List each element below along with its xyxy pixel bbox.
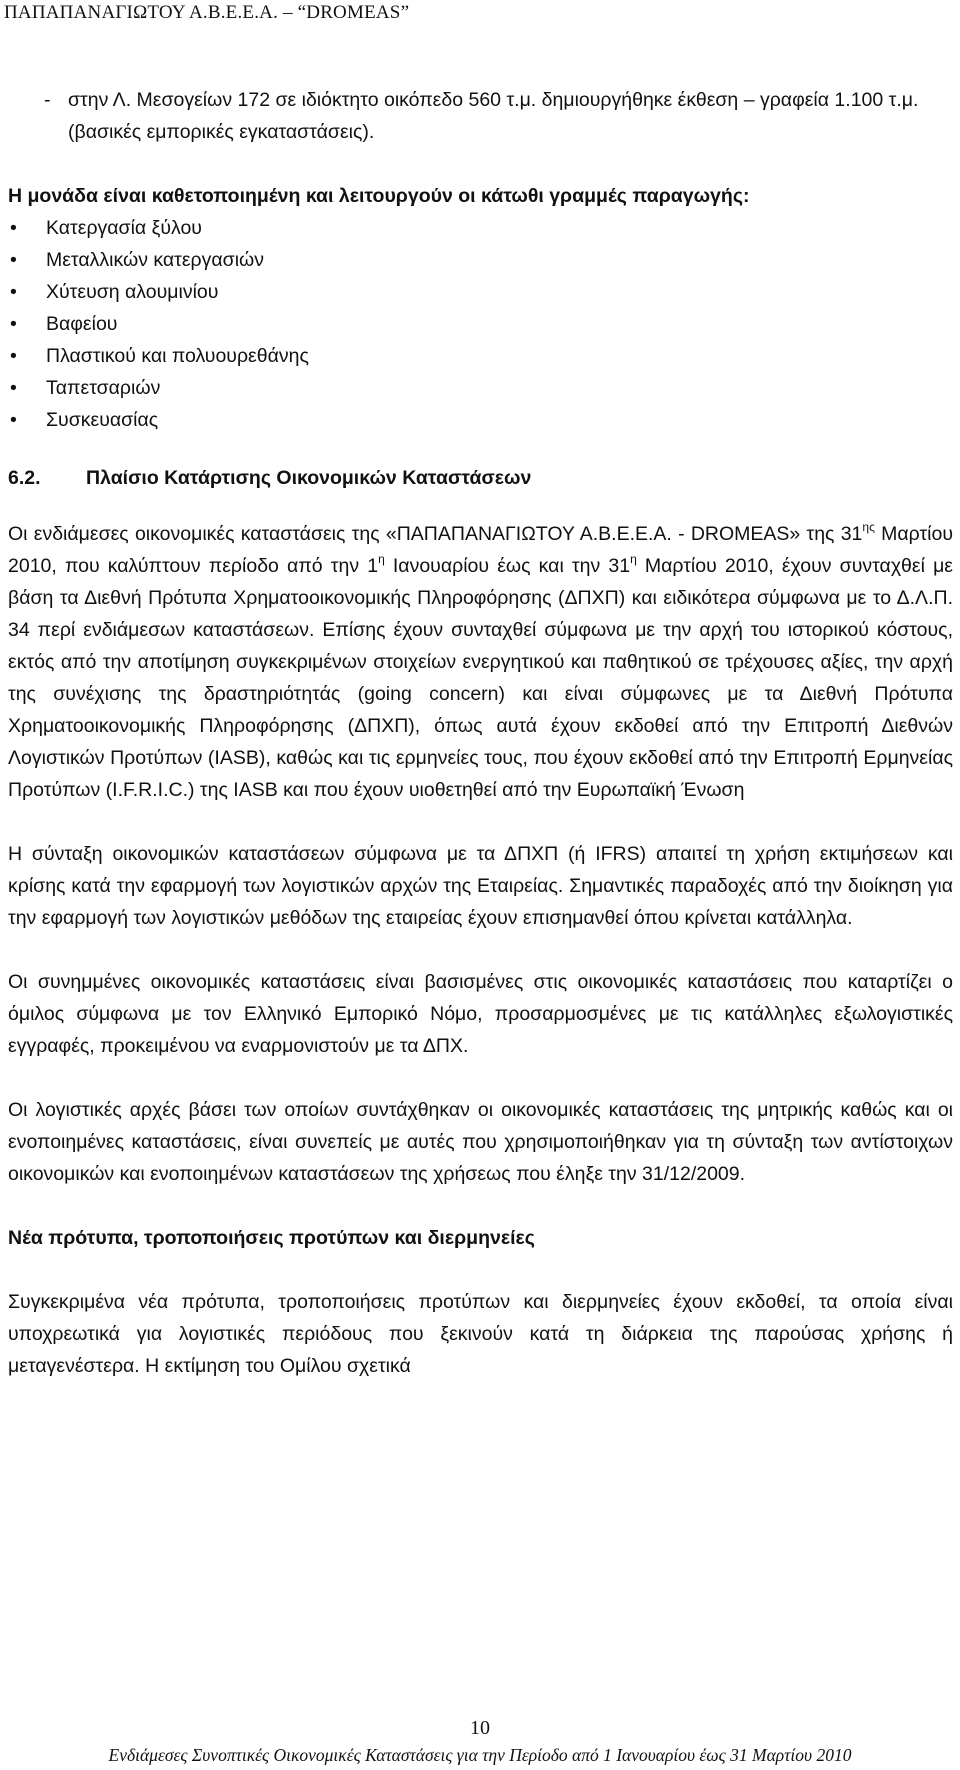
paragraph-text: Μαρτίου 2010, που καλύπτουν περίοδο από την 1 <box>8 523 953 577</box>
list-item <box>8 308 953 340</box>
list-item-text: Ταπετσαριών <box>46 377 161 399</box>
bullet-icon: • <box>10 249 17 271</box>
bullet-icon: • <box>10 313 17 335</box>
list-item <box>8 244 953 276</box>
list-item <box>8 404 953 436</box>
ordinal-superscript: η <box>378 551 385 566</box>
new-standards-heading: Νέα πρότυπα, τροποποιήσεις προτύπων και διερμηνείες <box>8 1227 535 1249</box>
list-item <box>8 372 953 404</box>
bullet-icon: • <box>10 345 17 367</box>
framework-paragraph <box>8 518 953 806</box>
bullet-icon: • <box>10 281 17 303</box>
list-item-text: Χύτευση αλουμινίου <box>46 281 219 303</box>
list-item-text: Πλαστικού και πολυουρεθάνης <box>46 345 309 367</box>
section-heading <box>8 462 953 494</box>
accounting-principles-paragraph: Οι λογιστικές αρχές βάσει των οποίων συντάχθηκαν οι οικονομικές καταστάσεις της μητρικής καθώς και οι ενοποιημένες καταστάσεις, είναι συνεπείς με αυτές που χρησιμοποιήθηκαν για τη σύνταξη των αντίστοιχων οικονομικών και ενοποιημένων καταστάσεων της χρήσεως που έληξε την 31/12/2009. <box>8 1099 953 1185</box>
paragraph-text: Ιανουαρίου έως και την 31 <box>384 555 631 577</box>
list-item-text: Κατεργασία ξύλου <box>46 217 202 239</box>
bullet-icon: • <box>10 409 17 431</box>
bullet-icon: • <box>10 217 17 239</box>
page-content <box>8 84 953 1382</box>
list-item <box>8 212 953 244</box>
list-item <box>8 276 953 308</box>
new-standards-paragraph: Συγκεκριμένα νέα πρότυπα, τροποποιήσεις προτύπων και διερμηνείες έχουν εκδοθεί, τα οποία είναι υποχρεωτικά για λογιστικές περιόδους που ξεκινούν κατά τη διάρκεια της παρούσας χρήσης ή μεταγενέστερα. Η εκτίμηση του Ομίλου σχετικά <box>8 1291 953 1377</box>
list-item-text: Μεταλλικών κατεργασιών <box>46 249 265 271</box>
location-text: στην Λ. Μεσογείων 172 σε ιδιόκτητο οικόπεδο 560 τ.μ. δημιουργήθηκε έκθεση – γραφεία 1.100 τ.μ. (βασικές εμπορικές εγκαταστάσεις). <box>68 89 919 143</box>
location-item <box>8 84 953 148</box>
section-title: Πλαίσιο Κατάρτισης Οικονομικών Καταστάσεων <box>86 467 532 489</box>
paragraph-text: Οι ενδιάμεσες οικονομικές καταστάσεις της «ΠΑΠΑΠΑΝΑΓΙΩΤΟΥ Α.Β.Ε.Ε.Α. - DROMEAS» της 31 <box>8 523 863 545</box>
attached-statements-paragraph: Οι συνημμένες οικονομικές καταστάσεις είναι βασισμένες στις οικονομικές καταστάσεις που καταρτίζει ο όμιλος σύμφωνα με τον Ελληνικό Εμπορικό Νόμο, προσαρμοσμένες με τις κατάλληλες εξωλογιστικές εγγραφές, προκειμένου να εναρμονιστούν με τα ΔΠΧ. <box>8 971 953 1057</box>
page-number: 10 <box>470 1717 490 1739</box>
paragraph-text: Μαρτίου 2010, έχουν συνταχθεί με βάση τα Διεθνή Πρότυπα Χρηματοοικονομικής Πληροφόρησης (ΔΠΧΠ) και ειδικότερα σύμφωνα με το Δ.Λ.Π. 34 περί ενδιάμεσων καταστάσεων. Επίσης έχουν συνταχθεί σύμφωνα με την αρχή του ιστορικού κόστους, εκτός από την αποτίμηση συγκεκριμένων στοιχείων ενεργητικού και παθητικού σε τρέχουσες αξίες, την αρχή της συνέχισης της δραστηριότητάς (going concern) και είναι σύμφωνες με τα Διεθνή Πρότυπα Χρηματοοικονομικής Πληροφόρησης (ΔΠΧΠ), όπως αυτά έχουν εκδοθεί από την Επιτροπή Διεθνών Λογιστικών Προτύπων (IASB), καθώς και τις ερμηνείες τους, που έχουν εκδοθεί από την Επιτροπή Ερμηνείας Προτύπων (I.F.R.I.C.) της IASB και που έχουν υιοθετηθεί από την Ευρωπαϊκή Ένωση <box>8 555 953 801</box>
list-item <box>8 340 953 372</box>
ordinal-superscript: η <box>630 551 637 566</box>
ordinal-superscript: ης <box>862 519 875 534</box>
bullet-icon: • <box>10 377 17 399</box>
list-item-text: Συσκευασίας <box>46 409 159 431</box>
production-intro: Η μονάδα είναι καθετοποιημένη και λειτουργούν οι κάτωθι γραμμές παραγωγής: <box>8 185 750 207</box>
dash-marker: - <box>44 89 51 111</box>
running-footer: Ενδιάμεσες Συνοπτικές Οικονομικές Καταστάσεις για την Περίοδο από 1 Ιανουαρίου έως 31 Μαρτίου 2010 <box>108 1745 852 1765</box>
production-lines-list <box>8 212 953 436</box>
estimates-paragraph: Η σύνταξη οικονομικών καταστάσεων σύμφωνα με τα ΔΠΧΠ (ή IFRS) απαιτεί τη χρήση εκτιμήσεων και κρίσης κατά την εφαρμογή των λογιστικών αρχών της Εταιρείας. Σημαντικές παραδοχές από την διοίκηση για την εφαρμογή των λογιστικών μεθόδων της εταιρείας έχουν επισημανθεί όπου κρίνεται κατάλληλα. <box>8 843 953 929</box>
running-header: ΠΑΠΑΠΑΝΑΓΙΩΤΟΥ Α.Β.Ε.Ε.Α. – “DROMEAS” <box>4 2 410 23</box>
list-item-text: Βαφείου <box>46 313 118 335</box>
section-number: 6.2. <box>8 467 41 489</box>
